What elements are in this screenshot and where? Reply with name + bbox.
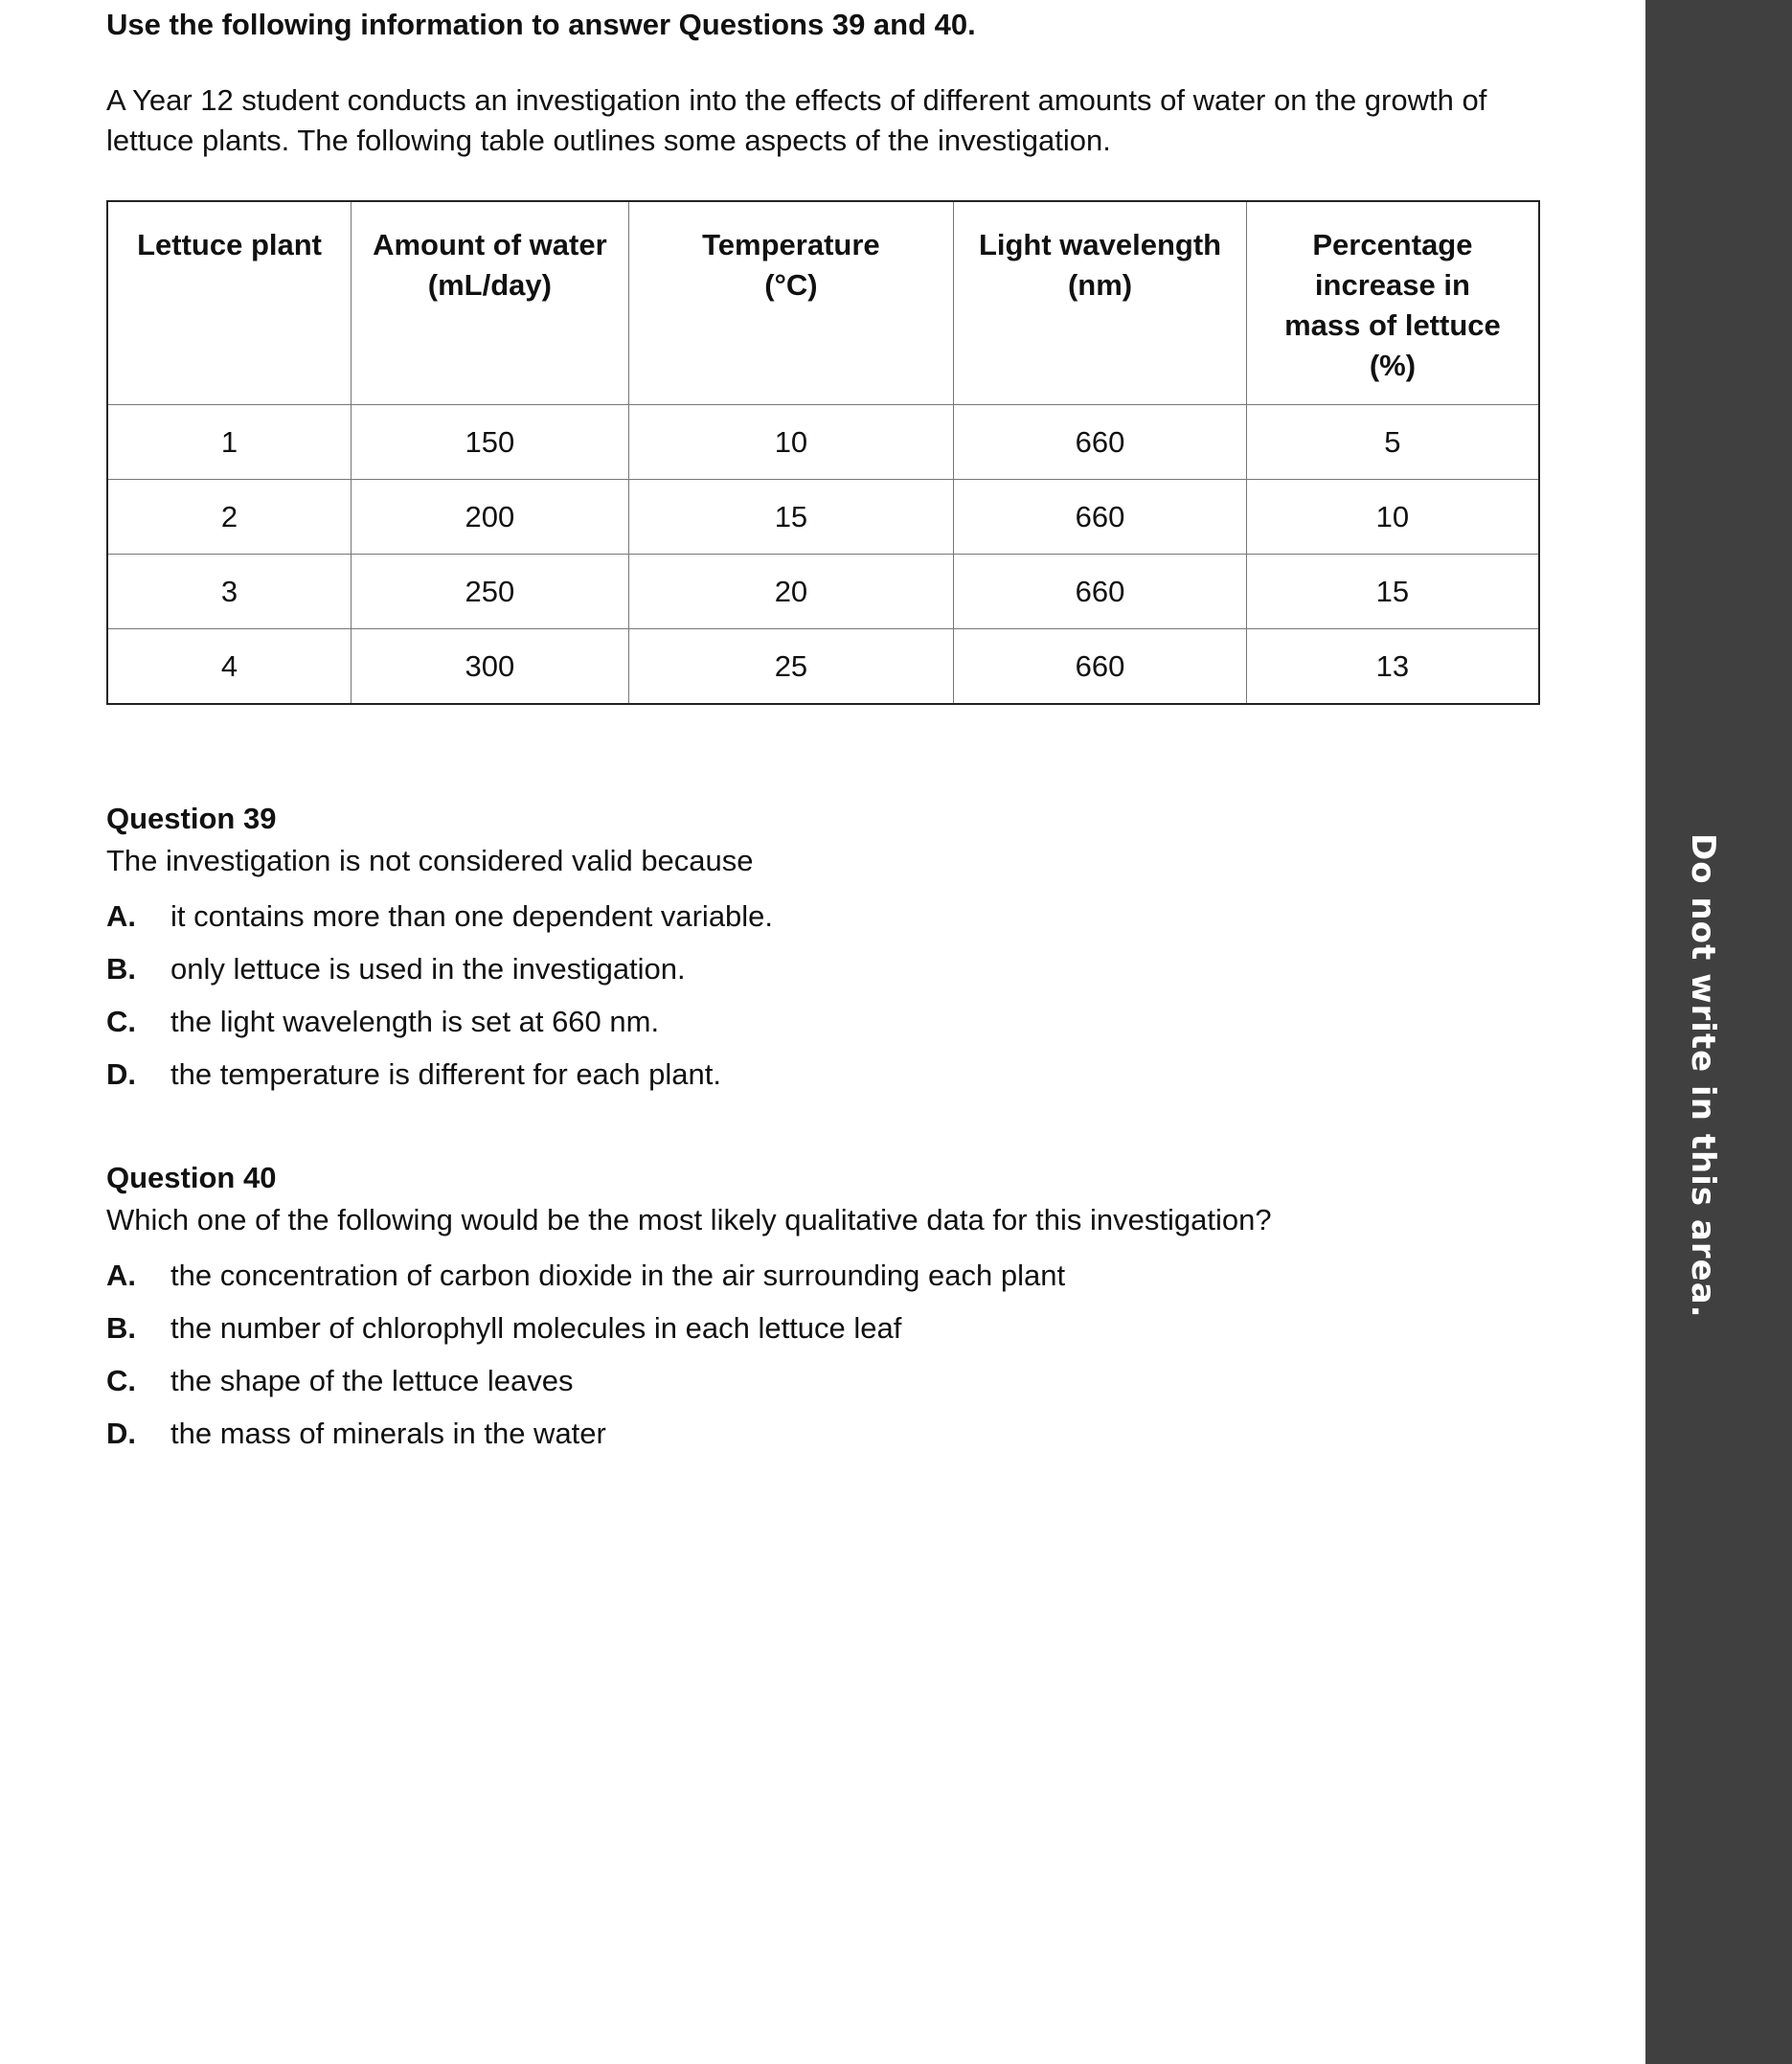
- header-percentage-increase: [1246, 201, 1539, 405]
- cell-light-wavelength: 660: [954, 480, 1247, 555]
- q40-option-a[interactable]: [106, 1255, 1543, 1307]
- q39-option-c[interactable]: [106, 1001, 1543, 1054]
- option-letter: A.: [106, 1259, 136, 1292]
- option-letter: C.: [106, 1364, 136, 1397]
- header-temperature: [628, 201, 954, 405]
- investigation-table: [106, 200, 1540, 705]
- option-letter: C.: [106, 1005, 136, 1038]
- header-line: (°C): [764, 268, 818, 302]
- q39-option-d[interactable]: [106, 1054, 1543, 1106]
- option-text: the shape of the lettuce leaves: [170, 1364, 574, 1397]
- question-stem: Which one of the following would be the most likely qualitative data for this investigation?: [106, 1203, 1272, 1236]
- cell-lettuce-plant: 4: [107, 629, 352, 705]
- option-letter: B.: [106, 952, 136, 986]
- cell-light-wavelength: 660: [954, 629, 1247, 705]
- header-line: mass of lettuce: [1284, 308, 1501, 342]
- table-row: [107, 555, 1539, 629]
- table-row: [107, 405, 1539, 480]
- q40-option-c[interactable]: [106, 1360, 1543, 1413]
- question-title: Question 39: [106, 802, 277, 835]
- table-row: [107, 480, 1539, 555]
- do-not-write-notice: Do not write in this area.: [1684, 833, 1722, 1319]
- intro-heading: Use the following information to answer Questions 39 and 40.: [106, 8, 976, 41]
- cell-lettuce-plant: 2: [107, 480, 352, 555]
- cell-light-wavelength: 660: [954, 405, 1247, 480]
- cell-temperature: 25: [628, 629, 954, 705]
- q39-option-a[interactable]: [106, 896, 1543, 948]
- intro-text: A Year 12 student conducts an investigation into the effects of different amounts of water on the growth of lettuce plants. The following table outlines some aspects of the investigation.: [106, 83, 1487, 157]
- header-line: increase in: [1314, 268, 1470, 302]
- table-row: [107, 629, 1539, 705]
- cell-temperature: 15: [628, 480, 954, 555]
- header-line: Temperature: [702, 228, 880, 261]
- option-text: the number of chlorophyll molecules in each lettuce leaf: [170, 1311, 902, 1345]
- header-line: Light wavelength: [978, 228, 1222, 261]
- cell-percentage-increase: 13: [1246, 629, 1539, 705]
- cell-lettuce-plant: 3: [107, 555, 352, 629]
- cell-percentage-increase: 5: [1246, 405, 1539, 480]
- option-letter: D.: [106, 1057, 136, 1091]
- cell-percentage-increase: 15: [1246, 555, 1539, 629]
- option-text: it contains more than one dependent variable.: [170, 899, 774, 933]
- cell-temperature: 10: [628, 405, 954, 480]
- q40-option-b[interactable]: [106, 1307, 1543, 1360]
- header-line: Lettuce plant: [137, 228, 322, 261]
- cell-temperature: 20: [628, 555, 954, 629]
- question-39: [106, 798, 1543, 1106]
- table-header-row: [107, 201, 1539, 405]
- option-letter: A.: [106, 899, 136, 933]
- option-text: the mass of minerals in the water: [170, 1417, 606, 1450]
- header-line: (mL/day): [427, 268, 552, 302]
- cell-amount-of-water: 150: [352, 405, 629, 480]
- header-line: (%): [1369, 349, 1417, 382]
- header-line: (nm): [1067, 268, 1133, 302]
- cell-light-wavelength: 660: [954, 555, 1247, 629]
- cell-percentage-increase: 10: [1246, 480, 1539, 555]
- option-letter: B.: [106, 1311, 136, 1345]
- cell-amount-of-water: 250: [352, 555, 629, 629]
- option-text: only lettuce is used in the investigation.: [170, 952, 686, 986]
- question-title: Question 40: [106, 1161, 277, 1194]
- cell-amount-of-water: 200: [352, 480, 629, 555]
- q40-option-d[interactable]: [106, 1413, 1543, 1465]
- option-text: the light wavelength is set at 660 nm.: [170, 1005, 660, 1038]
- header-line: Amount of water: [373, 228, 607, 261]
- header-light-wavelength: [954, 201, 1247, 405]
- cell-amount-of-water: 300: [352, 629, 629, 705]
- header-lettuce-plant: [107, 201, 352, 405]
- q39-option-b[interactable]: [106, 948, 1543, 1001]
- cell-lettuce-plant: 1: [107, 405, 352, 480]
- header-line: Percentage: [1312, 228, 1473, 261]
- question-stem: The investigation is not considered valid because: [106, 844, 754, 877]
- header-amount-of-water: [352, 201, 629, 405]
- option-text: the concentration of carbon dioxide in the air surrounding each plant: [170, 1259, 1066, 1292]
- option-text: the temperature is different for each plant.: [170, 1057, 721, 1091]
- question-40: [106, 1157, 1543, 1465]
- option-letter: D.: [106, 1417, 136, 1450]
